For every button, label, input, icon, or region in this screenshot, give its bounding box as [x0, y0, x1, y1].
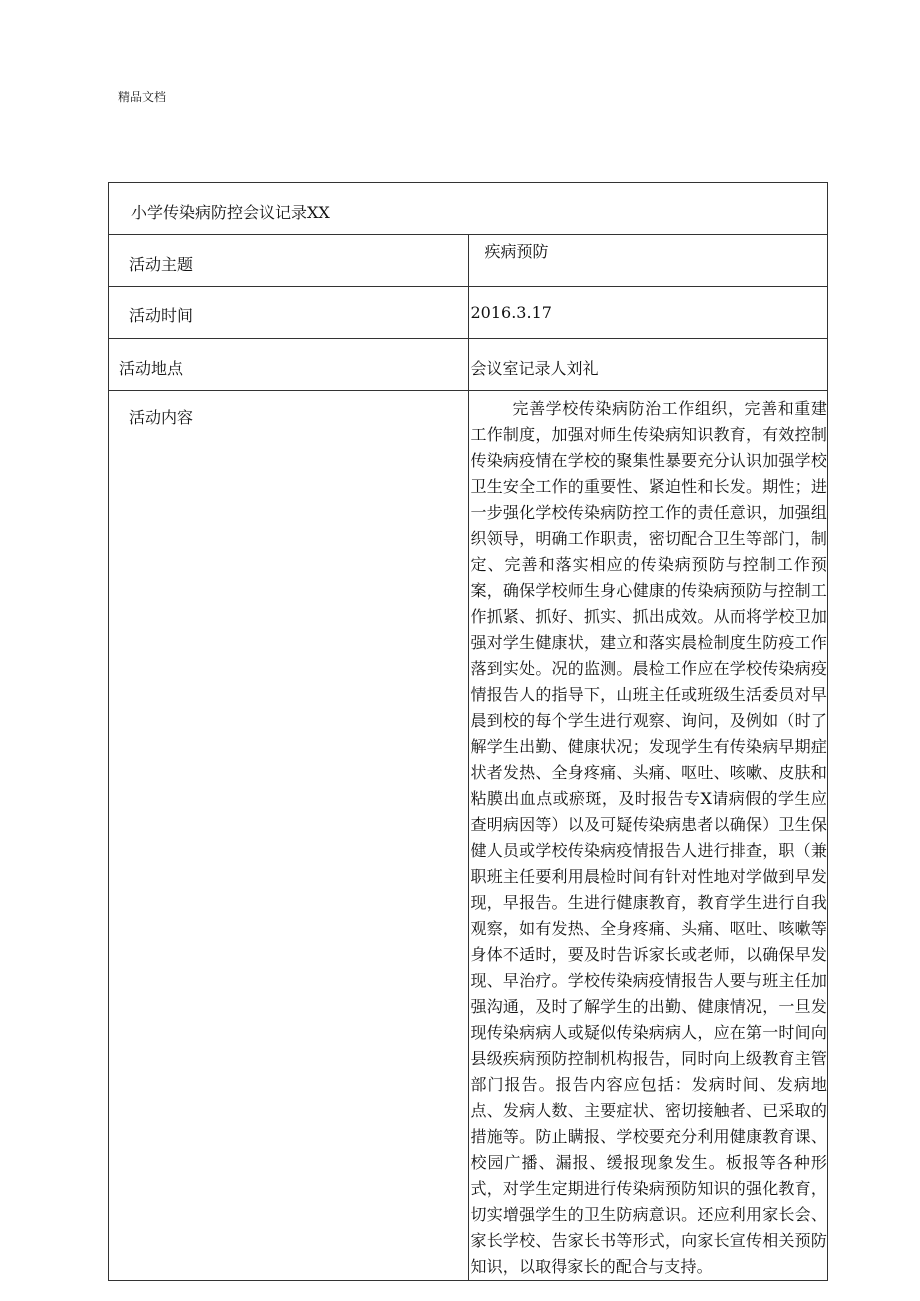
time-label: 活动时间 [109, 287, 469, 339]
table-row-place [109, 339, 828, 391]
place-value: 会议室记录人刘礼 [468, 339, 828, 391]
theme-value: 疾病预防 [468, 235, 828, 287]
meeting-record-table [108, 182, 828, 1281]
place-label: 活动地点 [109, 339, 469, 391]
theme-label: 活动主题 [109, 235, 469, 287]
table-row-theme [109, 235, 828, 287]
time-value: 2016.3.17 [468, 287, 828, 339]
content-label: 活动内容 [109, 391, 469, 1281]
document-header-label: 精品文档 [118, 90, 167, 104]
table-row-content [109, 391, 828, 1281]
table-row-time [109, 287, 828, 339]
table-title: 小学传染病防控会议记录XX [109, 183, 828, 235]
content-value: 完善学校传染病防治工作组织，完善和重建工作制度，加强对师生传染病知识教育，有效控制传染病疫情在学校的聚集性暴要充分认识加强学校卫生安全工作的重要性、紧迫性和长发。期性；进一步强化学校传染病防控工作的责任意识，加强组织领导，明确工作职责，密切配合卫生等部门，制定、完善和落实相应的传染病预防与控制工作预案，确保学校师生身心健康的传染病预防与控制工作抓紧、抓好、抓实、抓出成效。从而将学校卫加强对学生健康状，建立和落实晨检制度生防疫工作落到实处。况的监测。晨检工作应在学校传染病疫情报告人的指导下，山班主任或班级生活委员对早晨到校的每个学生进行观察、询问，及例如（时了解学生出勤、健康状况；发现学生有传染病早期症状者发热、全身疼痛、头痛、呕吐、咳嗽、皮肤和粘膜出血点或瘀斑，及时报告专X请病假的学生应查明病因等）以及可疑传染病患者以确保）卫生保健人员或学校传染病疫情报告人进行排查，职（兼职班主任要利用晨检时间有针对性地对学做到早发现，早报告。生进行健康教育，教育学生进行自我观察，如有发热、全身疼痛、头痛、呕吐、咳嗽等身体不适时，要及时告诉家长或老师，以确保早发现、早治疗。学校传染病疫情报告人要与班主任加强沟通，及时了解学生的出勤、健康情况，一旦发现传染病病人或疑似传染病病人，应在第一时间向县级疾病预防控制机构报告，同时向上级教育主管部门报告。报告内容应包括：发病时间、发病地点、发病人数、主要症状、密切接触者、已采取的措施等。防止瞒报、学校要充分利用健康教育课、校园广播、漏报、缓报现象发生。板报等各种形式，对学生定期进行传染病预防知识的强化教育，切实增强学生的卫生防病意识。还应利用家长会、家长学校、告家长书等形式，向家长宣传相关预防知识，以取得家长的配合与支持。 [468, 391, 828, 1281]
